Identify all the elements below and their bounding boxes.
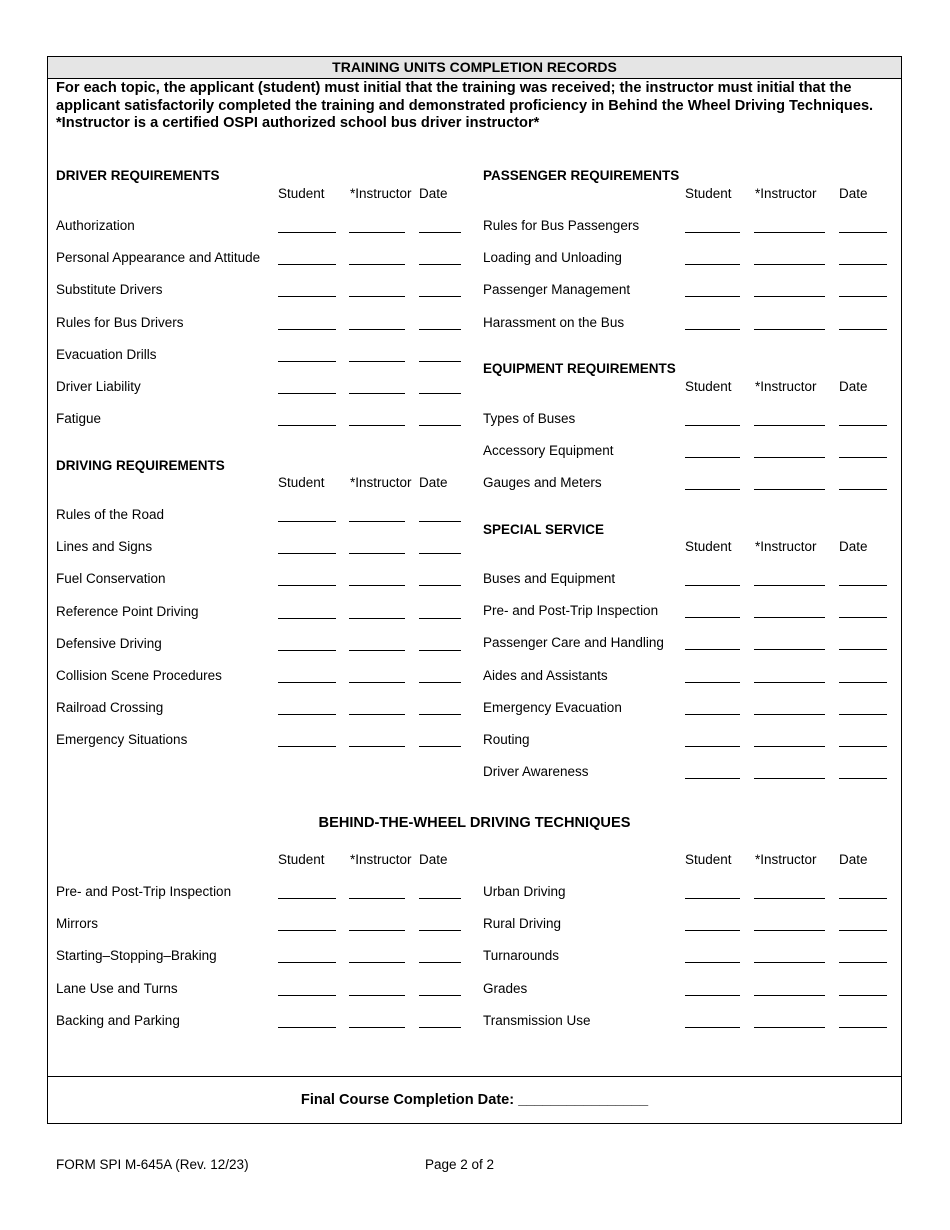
instructor-initial-field[interactable] — [754, 329, 825, 330]
form-title: TRAINING UNITS COMPLETION RECORDS — [48, 57, 901, 79]
date-initial-field[interactable] — [419, 361, 461, 362]
instructor-initial-field[interactable] — [754, 746, 825, 747]
topic-label: Turnarounds — [483, 948, 560, 964]
topic-label: Gauges and Meters — [483, 475, 602, 491]
topic-label: Reference Point Driving — [56, 603, 199, 619]
date-initial-field[interactable] — [839, 296, 887, 297]
student-initial-field[interactable] — [278, 650, 336, 651]
date-initial-field[interactable] — [419, 1027, 461, 1028]
student-initial-field[interactable] — [685, 489, 740, 490]
topic-label: Driver Awareness — [483, 764, 589, 780]
final-completion-date: Final Course Completion Date: ________________ — [300, 1092, 649, 1108]
student-initial-field[interactable] — [685, 329, 740, 330]
student-initial-field[interactable] — [685, 995, 740, 996]
instructor-initial-field[interactable] — [349, 264, 405, 265]
topic-label: Starting–Stopping–Braking — [56, 948, 217, 964]
date-initial-field[interactable] — [419, 232, 461, 233]
instructor-initial-field[interactable] — [754, 649, 825, 650]
student-initial-field[interactable] — [685, 746, 740, 747]
column-header-instructor: *Instructor — [755, 379, 817, 394]
instructor-initial-field[interactable] — [349, 425, 405, 426]
column-header-instructor: *Instructor — [755, 852, 817, 867]
topic-label: Evacuation Drills — [56, 346, 157, 362]
date-initial-field[interactable] — [839, 264, 887, 265]
topic-label: Rural Driving — [483, 916, 562, 932]
student-initial-field[interactable] — [278, 521, 336, 522]
topic-label: Mirrors — [56, 916, 98, 932]
instructor-initial-field[interactable] — [349, 393, 405, 394]
instructor-initial-field[interactable] — [349, 930, 405, 931]
instructor-initial-field[interactable] — [754, 585, 825, 586]
date-initial-field[interactable] — [419, 746, 461, 747]
instructor-initial-field[interactable] — [754, 296, 825, 297]
date-initial-field[interactable] — [419, 962, 461, 963]
topic-label: Passenger Care and Handling — [483, 635, 664, 651]
topic-label: Pre- and Post-Trip Inspection — [483, 603, 659, 619]
date-initial-field[interactable] — [839, 930, 887, 931]
column-header-date: Date — [419, 852, 448, 867]
instructor-initial-field[interactable] — [349, 898, 405, 899]
instructor-initial-field[interactable] — [754, 898, 825, 899]
student-initial-field[interactable] — [278, 746, 336, 747]
instructor-initial-field[interactable] — [754, 425, 825, 426]
column-header-student: Student — [685, 186, 732, 201]
column-header-instructor: *Instructor — [350, 186, 412, 201]
date-initial-field[interactable] — [839, 746, 887, 747]
topic-label: Harassment on the Bus — [483, 314, 625, 330]
instructor-initial-field[interactable] — [754, 232, 825, 233]
topic-label: Transmission Use — [483, 1012, 591, 1028]
column-header-instructor: *Instructor — [755, 539, 817, 554]
student-initial-field[interactable] — [685, 296, 740, 297]
date-initial-field[interactable] — [839, 1027, 887, 1028]
student-initial-field[interactable] — [685, 232, 740, 233]
topic-label: Accessory Equipment — [483, 443, 614, 459]
topic-label: Authorization — [56, 218, 135, 233]
column-header-instructor: *Instructor — [350, 852, 412, 867]
date-initial-field[interactable] — [419, 296, 461, 297]
btw-heading: BEHIND-THE-WHEEL DRIVING TECHNIQUES — [318, 815, 631, 831]
driver-requirements-heading: DRIVER REQUIREMENTS — [56, 168, 220, 183]
instructor-initial-field[interactable] — [754, 995, 825, 996]
driving-requirements-heading: DRIVING REQUIREMENTS — [56, 458, 225, 473]
column-header-student: Student — [278, 475, 325, 490]
student-initial-field[interactable] — [685, 962, 740, 963]
instructor-initial-field[interactable] — [349, 746, 405, 747]
column-header-instructor: *Instructor — [350, 475, 412, 490]
topic-label: Grades — [483, 980, 528, 996]
topic-label: Rules for Bus Passengers — [483, 218, 640, 233]
date-initial-field[interactable] — [419, 650, 461, 651]
date-initial-field[interactable] — [839, 682, 887, 683]
instructions — [56, 80, 886, 133]
topic-label: Rules for Bus Drivers — [56, 314, 184, 330]
instructor-initial-field[interactable] — [349, 521, 405, 522]
topic-label: Loading and Unloading — [483, 250, 622, 266]
student-initial-field[interactable] — [685, 649, 740, 650]
date-initial-field[interactable] — [419, 521, 461, 522]
student-initial-field[interactable] — [278, 296, 336, 297]
student-initial-field[interactable] — [685, 898, 740, 899]
instructor-initial-field[interactable] — [349, 995, 405, 996]
topic-label: Backing and Parking — [56, 1012, 180, 1028]
form-number: FORM SPI M-645A (Rev. 12/23) — [56, 1157, 249, 1172]
date-initial-field[interactable] — [419, 682, 461, 683]
date-initial-field[interactable] — [419, 264, 461, 265]
instructor-initial-field[interactable] — [349, 361, 405, 362]
student-initial-field[interactable] — [278, 264, 336, 265]
date-initial-field[interactable] — [839, 232, 887, 233]
column-header-date: Date — [839, 539, 868, 554]
column-header-student: Student — [278, 852, 325, 867]
date-initial-field[interactable] — [419, 329, 461, 330]
topic-label: Personal Appearance and Attitude — [56, 250, 261, 266]
student-initial-field[interactable] — [278, 930, 336, 931]
date-initial-field[interactable] — [419, 898, 461, 899]
topic-label: Lane Use and Turns — [56, 980, 178, 996]
date-initial-field[interactable] — [839, 425, 887, 426]
topic-label: Buses and Equipment — [483, 571, 616, 586]
instructor-initial-field[interactable] — [349, 1027, 405, 1028]
date-initial-field[interactable] — [419, 618, 461, 619]
date-initial-field[interactable] — [419, 553, 461, 554]
column-header-student: Student — [278, 186, 325, 201]
column-header-date: Date — [839, 186, 868, 201]
instructor-initial-field[interactable] — [349, 585, 405, 586]
instructor-initial-field[interactable] — [349, 329, 405, 330]
instructor-initial-field[interactable] — [754, 489, 825, 490]
student-initial-field[interactable] — [685, 264, 740, 265]
student-initial-field[interactable] — [685, 714, 740, 715]
instructor-initial-field[interactable] — [349, 650, 405, 651]
topic-label: Substitute Drivers — [56, 282, 163, 298]
instructor-initial-field[interactable] — [349, 553, 405, 554]
topic-label: Collision Scene Procedures — [56, 668, 222, 683]
student-initial-field[interactable] — [278, 553, 336, 554]
student-initial-field[interactable] — [278, 682, 336, 683]
topic-label: Types of Buses — [483, 411, 576, 426]
topic-label: Routing — [483, 732, 530, 747]
instructor-initial-field[interactable] — [754, 457, 825, 458]
date-initial-field[interactable] — [839, 962, 887, 963]
topic-label: Passenger Management — [483, 282, 631, 298]
student-initial-field[interactable] — [685, 1027, 740, 1028]
date-initial-field[interactable] — [839, 457, 887, 458]
instructor-initial-field[interactable] — [754, 714, 825, 715]
form-frame — [47, 56, 902, 1124]
topic-label: Urban Driving — [483, 884, 566, 899]
student-initial-field[interactable] — [278, 1027, 336, 1028]
date-initial-field[interactable] — [419, 393, 461, 394]
column-header-student: Student — [685, 852, 732, 867]
student-initial-field[interactable] — [278, 714, 336, 715]
date-initial-field[interactable] — [419, 714, 461, 715]
date-initial-field[interactable] — [839, 585, 887, 586]
student-initial-field[interactable] — [685, 778, 740, 779]
instructor-note: *Instructor is a certified OSPI authorized school bus driver instructor* — [56, 115, 540, 131]
date-initial-field[interactable] — [839, 617, 887, 618]
student-initial-field[interactable] — [278, 585, 336, 586]
student-initial-field[interactable] — [685, 617, 740, 618]
instructor-initial-field[interactable] — [754, 617, 825, 618]
date-initial-field[interactable] — [419, 930, 461, 931]
column-header-date: Date — [839, 852, 868, 867]
topic-label: Fatigue — [56, 411, 102, 427]
topic-label: Fuel Conservation — [56, 571, 166, 587]
date-initial-field[interactable] — [419, 425, 461, 426]
topic-label: Railroad Crossing — [56, 700, 164, 716]
topic-label: Driver Liability — [56, 379, 141, 394]
instructor-initial-field[interactable] — [754, 264, 825, 265]
date-initial-field[interactable] — [839, 329, 887, 330]
student-initial-field[interactable] — [685, 457, 740, 458]
student-initial-field[interactable] — [278, 962, 336, 963]
student-initial-field[interactable] — [278, 329, 336, 330]
student-initial-field[interactable] — [278, 361, 336, 362]
student-initial-field[interactable] — [278, 232, 336, 233]
instructor-initial-field[interactable] — [754, 682, 825, 683]
student-initial-field[interactable] — [685, 682, 740, 683]
column-header-student: Student — [685, 539, 732, 554]
instructor-initial-field[interactable] — [349, 714, 405, 715]
student-initial-field[interactable] — [685, 585, 740, 586]
instructor-initial-field[interactable] — [349, 232, 405, 233]
equipment-requirements-heading: EQUIPMENT REQUIREMENTS — [483, 361, 676, 376]
date-initial-field[interactable] — [839, 489, 887, 490]
final-divider — [47, 1076, 902, 1077]
student-initial-field[interactable] — [278, 898, 336, 899]
date-initial-field[interactable] — [839, 995, 887, 996]
column-header-instructor: *Instructor — [755, 186, 817, 201]
date-initial-field[interactable] — [839, 778, 887, 779]
instructor-initial-field[interactable] — [349, 682, 405, 683]
date-initial-field[interactable] — [839, 714, 887, 715]
student-initial-field[interactable] — [278, 425, 336, 426]
topic-label: Emergency Situations — [56, 732, 188, 748]
page-number: Page 2 of 2 — [425, 1157, 495, 1172]
instructions-paragraph: For each topic, the applicant (student) must initial that the training was received; the instructor must initial that the applicant satisfactorily completed the training and demonstrated proficiency in Behind the Wheel Driving Techniques. — [56, 80, 874, 114]
column-header-student: Student — [685, 379, 732, 394]
column-header-date: Date — [419, 186, 448, 201]
instructor-initial-field[interactable] — [754, 1027, 825, 1028]
instructor-initial-field[interactable] — [754, 778, 825, 779]
student-initial-field[interactable] — [278, 393, 336, 394]
student-initial-field[interactable] — [685, 425, 740, 426]
topic-label: Lines and Signs — [56, 539, 153, 555]
topic-label: Rules of the Road — [56, 507, 165, 522]
instructor-initial-field[interactable] — [349, 962, 405, 963]
date-initial-field[interactable] — [839, 898, 887, 899]
topic-label: Emergency Evacuation — [483, 699, 622, 715]
date-initial-field[interactable] — [419, 995, 461, 996]
student-initial-field[interactable] — [685, 930, 740, 931]
topic-label: Aides and Assistants — [483, 667, 608, 683]
instructor-initial-field[interactable] — [754, 962, 825, 963]
passenger-requirements-heading: PASSENGER REQUIREMENTS — [483, 168, 680, 183]
column-header-date: Date — [419, 475, 448, 490]
special-service-heading: SPECIAL SERVICE — [483, 522, 605, 537]
instructor-initial-field[interactable] — [349, 618, 405, 619]
topic-label: Defensive Driving — [56, 635, 162, 651]
student-initial-field[interactable] — [278, 618, 336, 619]
student-initial-field[interactable] — [278, 995, 336, 996]
date-initial-field[interactable] — [419, 585, 461, 586]
date-initial-field[interactable] — [839, 649, 887, 650]
topic-label: Pre- and Post-Trip Inspection — [56, 884, 232, 899]
instructor-initial-field[interactable] — [349, 296, 405, 297]
column-header-date: Date — [839, 379, 868, 394]
instructor-initial-field[interactable] — [754, 930, 825, 931]
